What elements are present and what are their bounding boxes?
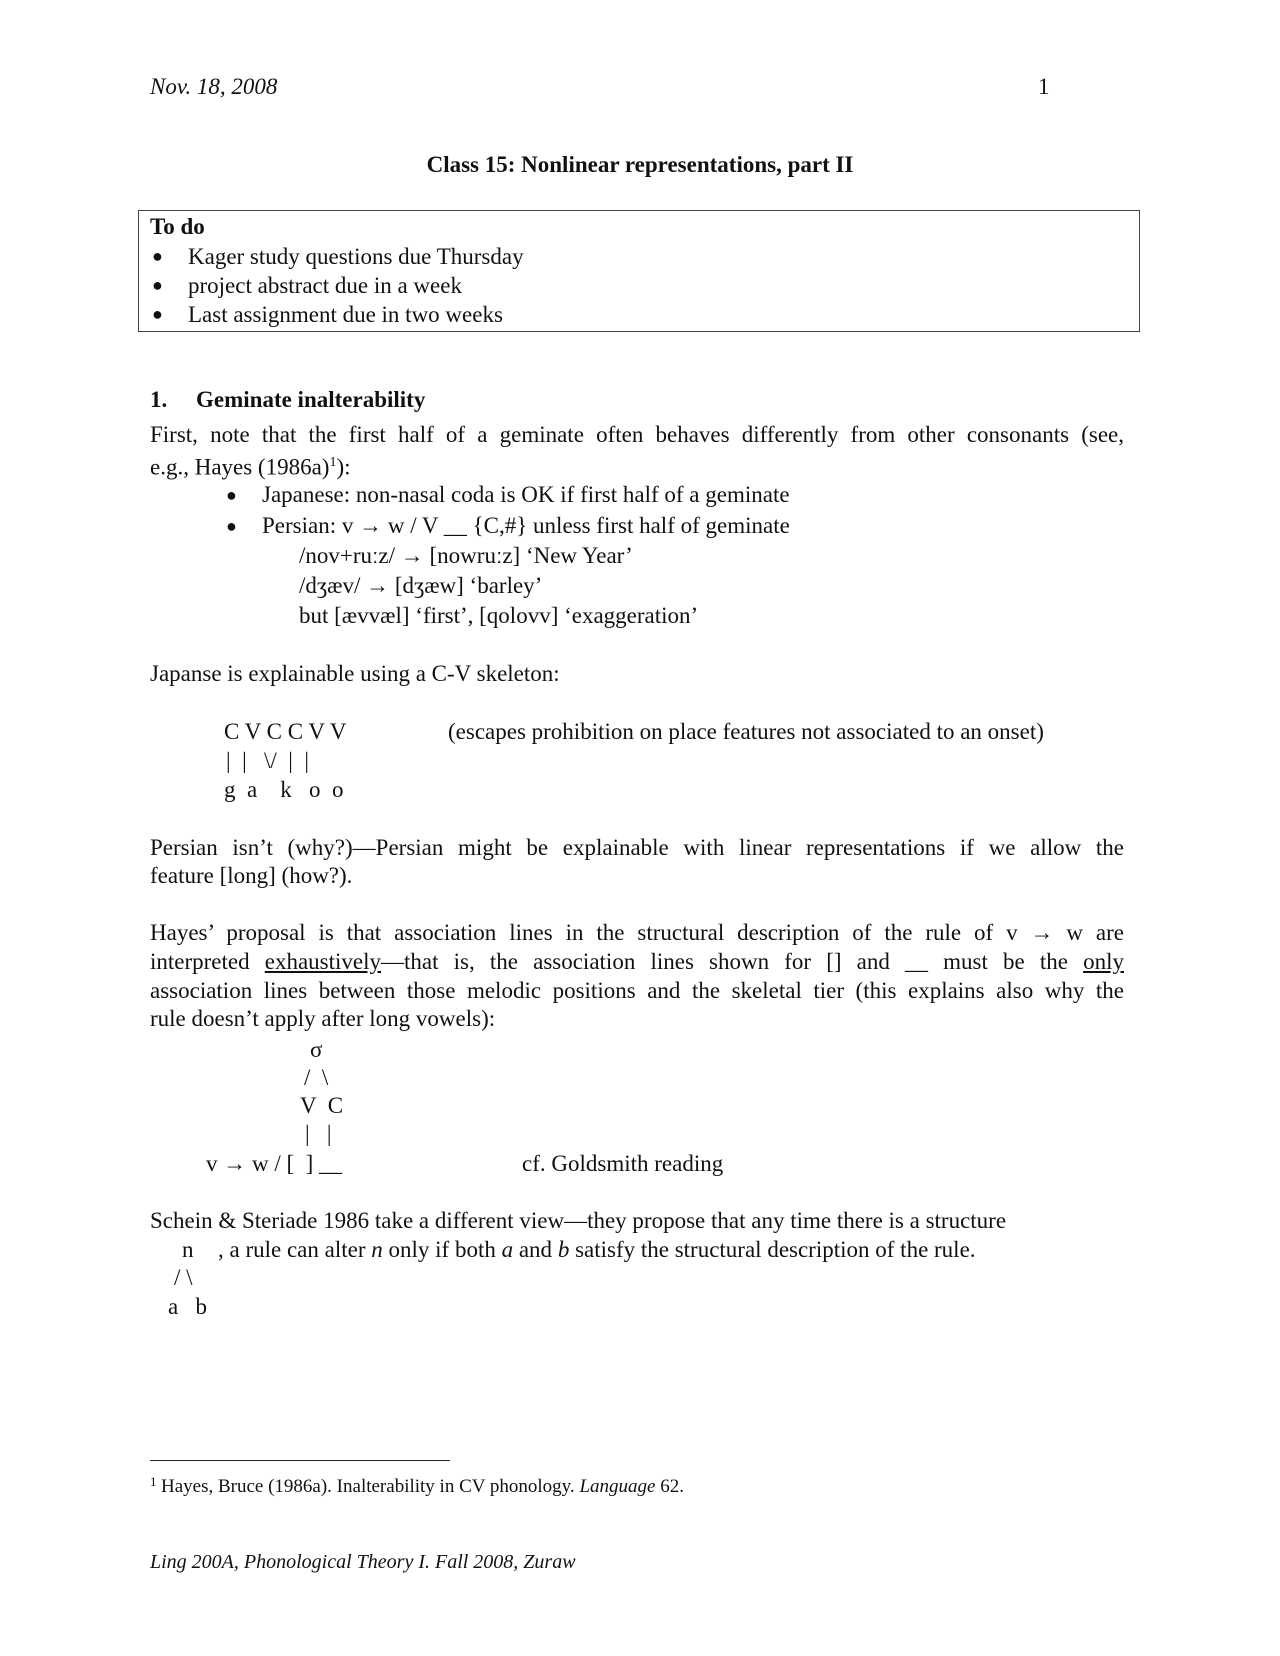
section-heading: Geminate inalterability [196, 387, 426, 412]
cf-goldsmith: cf. Goldsmith reading [522, 1151, 724, 1176]
rule-v-to-w: v → w / [ ] __ [206, 1151, 343, 1176]
skeleton-row-segments: g a k o o [224, 777, 344, 802]
intro-line-2: e.g., Hayes $(1986a)^1$): [150, 454, 351, 480]
skeleton-row-cv: C V C C V V [224, 719, 347, 744]
japanese-line: Japanse is explainable using a C-V skeleton: [150, 661, 560, 686]
footnote-divider [150, 1460, 450, 1461]
bullet-icon: ● [226, 485, 237, 505]
todo-item: project abstract due in a week [188, 273, 462, 298]
sigma-branches: / \ [304, 1065, 329, 1090]
hayes-paragraph-line: interpreted exhaustively—that is, the association lines shown for [] and __ must be the only [150, 949, 1124, 974]
bullet-icon: ● [152, 246, 163, 266]
page-footer: Ling 200A, Phonological Theory I. Fall 2008, Zuraw [150, 1551, 576, 1573]
header-date: Nov. 18, 2008 [150, 74, 278, 99]
todo-item: Kager study questions due Thursday [188, 244, 524, 269]
hayes-paragraph-line: rule doesn’t apply after long vowels): [150, 1006, 496, 1031]
hayes-paragraph-line: association lines between those melodic positions and the skeletal tier (this explains also why the [150, 978, 1124, 1003]
skeleton-row-lines: | | \/ | | [226, 748, 309, 773]
example-line: but [ævvæl] ‘first’, [qolovv] ‘exaggeration’ [299, 603, 699, 628]
footnote-marker: 1 [150, 1474, 157, 1489]
skeleton-note: (escapes prohibition on place features not associated to an onset) [448, 719, 1044, 744]
persian-paragraph-line: Persian isn’t (why?)—Persian might be explainable with linear representations if we allow the [150, 835, 1124, 860]
footnote-ref[interactable]: 1 [329, 455, 337, 470]
intro-line: First, note that the first half of a geminate often behaves differently from other consonants (see, [150, 422, 1124, 447]
persian-paragraph-line: feature [long] (how?). [150, 863, 353, 888]
schein-line-2: , a rule can alter n only if both a and b satisfy the structural description of the rule. [218, 1237, 976, 1262]
footnote-text: Hayes, Bruce (1986a). Inalterability in CV phonology. Language 62. [161, 1476, 684, 1497]
skeleton-vc: V C [300, 1093, 344, 1118]
bullet-icon: ● [226, 516, 237, 536]
bullet-japanese: Japanese: non-nasal coda is OK if first half of a geminate [262, 482, 790, 507]
page-number: 1 [1038, 74, 1050, 99]
schein-node: n [182, 1237, 194, 1262]
bullet-persian: Persian: v → w / V __ {C,#} unless first half of geminate [262, 513, 790, 538]
todo-heading: To do [150, 214, 205, 239]
schein-branches: / \ [174, 1265, 193, 1290]
section-number: 1. [150, 387, 168, 412]
schein-line: Schein & Steriade 1986 take a different view—they propose that any time there is a structure [150, 1208, 1007, 1233]
todo-item: Last assignment due in two weeks [188, 302, 503, 327]
example-line: /nov+ruːz/ → [nowruːz] ‘New Year’ [299, 543, 633, 568]
bullet-icon: ● [152, 275, 163, 295]
page-title: Class 15: Nonlinear representations, part II [426, 152, 854, 177]
skeleton-bars: | | [305, 1121, 332, 1146]
sigma-symbol: σ [310, 1037, 323, 1062]
bullet-icon: ● [152, 304, 163, 324]
hayes-paragraph-line: Hayes’ proposal is that association lines in the structural description of the rule of v → w are [150, 920, 1124, 945]
example-line: /dʒæv/ → [dʒæw] ‘barley’ [299, 573, 543, 598]
schein-leaves: a b [168, 1294, 207, 1319]
